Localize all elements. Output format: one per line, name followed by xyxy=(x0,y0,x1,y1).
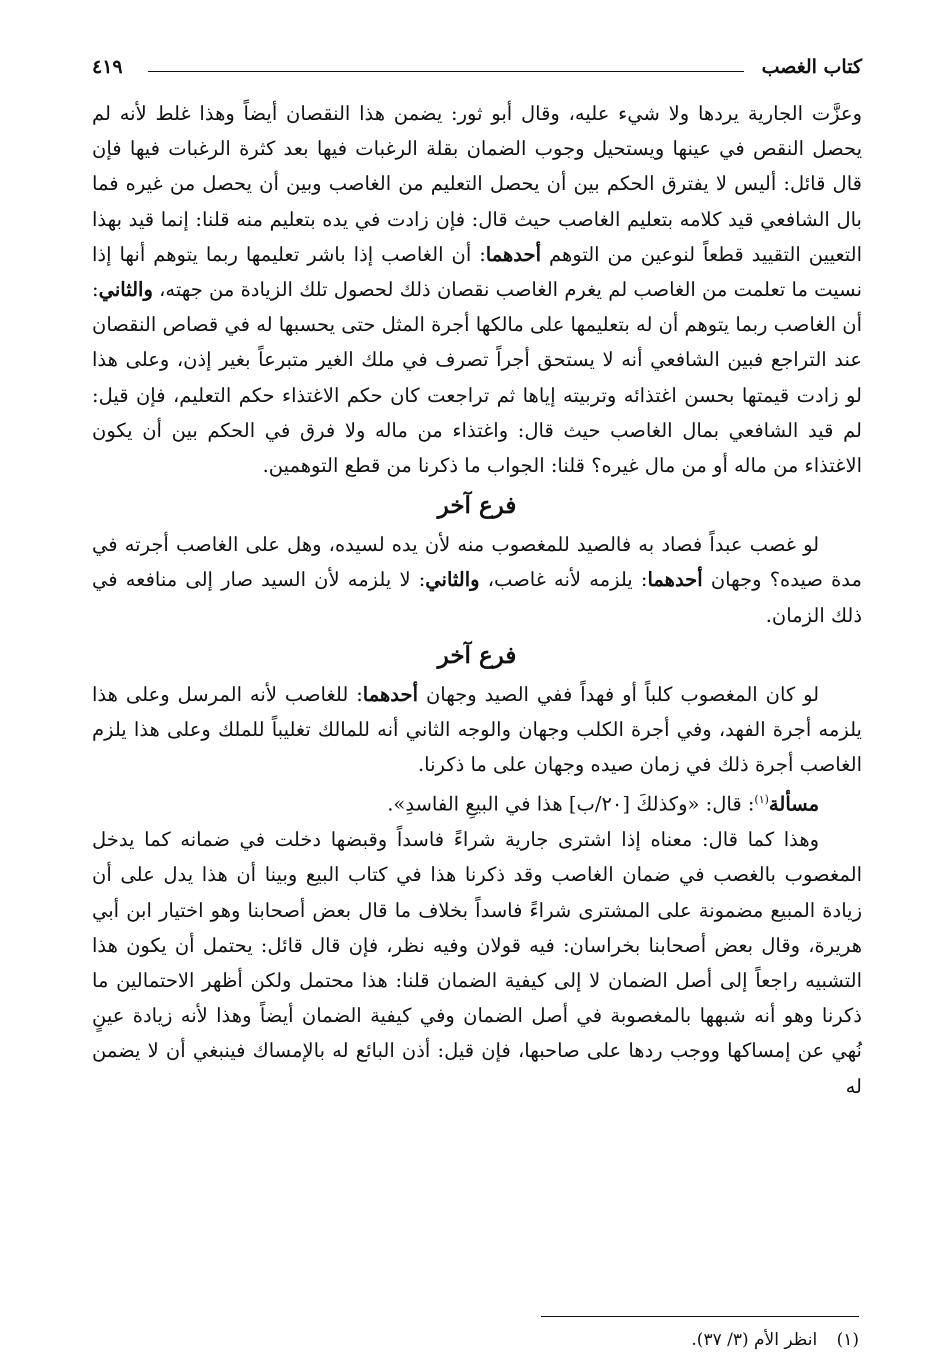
paragraph-3-text-b: : للغاصب لأنه المرسل وعلى هذا يلزمه أجرة الفهد، وفي أجرة الكلب وجهان والوجه الثاني أنه للمالك تغليباً للملك وعلى هذا يلزم الغاصب أجرة ذلك في زمان صيده وجهان على ما ذكرنا. xyxy=(92,682,862,777)
paragraph-2-bold-first: أحدهما xyxy=(647,568,703,592)
footnote-rule xyxy=(541,1316,859,1317)
header-rule xyxy=(148,71,744,72)
paragraph-2 xyxy=(92,527,862,633)
paragraph-1-bold-first: أحدهما xyxy=(485,242,542,266)
paragraph-2-text-a: لو غصب عبداً فصاد به فالصيد للمغصوب منه لأن يده لسيده، وهل على الغاصب أجرته في مدة صيده؟ وجهان xyxy=(92,533,862,592)
paragraph-3 xyxy=(92,677,862,783)
paragraph-2-text-c: : لا يلزمه لأن السيد صار إلى منافعه في ذلك الزمان. xyxy=(92,568,862,627)
footnote xyxy=(259,1326,859,1354)
paragraph-2-text-b: : يلزمه لأنه غاصب، xyxy=(487,568,648,592)
footnote-text: انظر الأم (٣/ ٣٧). xyxy=(691,1330,818,1350)
section-heading-2: فرع آخر xyxy=(437,641,517,669)
paragraph-2-bold-second: والثاني xyxy=(425,568,480,592)
main-text xyxy=(92,96,862,1104)
section-heading-1: فرع آخر xyxy=(437,492,517,520)
page-number: ٤١٩ xyxy=(92,56,123,78)
masala-label: مسألة xyxy=(768,792,820,816)
masala-line xyxy=(92,782,862,822)
header-title: كتاب الغصب xyxy=(761,56,862,78)
paragraph-3-bold-first: أحدهما xyxy=(362,682,419,706)
footnote-marker[interactable]: (١) xyxy=(754,793,769,807)
paragraph-1-text-c: : أن الغاصب ربما يتوهم أن له بتعليمها على مالكها أجرة المثل حتى يحسبها له في قصاص النقصان عند التراجع فبين الشافعي أنه لا يستحق أجراً تصرف في ملك الغير متبرعاً بغير إذن، وعلى هذا لو زادت قيمتها بحسن اغتذائه وتربيته إياها ثم تراجعت كان حكم الاغتذاء حكم التعليم، فإن قيل: لم قيد الشافعي بمال الغاصب حيث قال: واغتذاء من ماله ولا فرق في الحكم بين أن يكون الاغتذاء من ماله أو من مال غيره؟ قلنا: الجواب ما ذكرنا من قطع التوهمين. xyxy=(92,278,862,478)
paragraph-1-text-a: وعزَّت الجارية يردها ولا شيء عليه، وقال أبو ثور: يضمن هذا النقصان أيضاً وهذا غلط لأنه لم يحصل النقص في عينها ويستحيل وجوب الضمان بقلة الرغبات فيها بعد كثرة الرغبات فيها فإن قال قائل: أليس لا يفترق الحكم بين أن يحصل التعليم من الغاصب وبين أن يحصل من غيره فما بال الشافعي قيد كلامه بتعليم الغاصب حيث قال: فإن زادت في يده بتعليم منه قلنا: إنما قيد بهذا التعيين التقييد قطعاً لنوعين من التوهم xyxy=(92,102,862,266)
running-header xyxy=(92,48,862,88)
paragraph-1 xyxy=(92,96,862,483)
masala-text: : قال: «وكذلكَ [٢٠/ب] هذا في البيعِ الفاسدِ». xyxy=(387,792,755,816)
paragraph-4: وهذا كما قال: معناه إذا اشترى جارية شراءً فاسداً وقبضها دخلت في ضمانه كما يدخل المغصوب بالغصب في ضمان الغاصب وقد ذكرنا هذا في كتاب البيع وبينا أن هذا يدل على أن زيادة المبيع مضمونة على المشترى شراءً فاسداً بخلاف ما قال بعض أصحابنا وهو اختيار ابن أبي هريرة، وقال بعض أصحابنا بخراسان: فيه قولان وفيه نظر، فإن قال قائل: يحتمل أن يكون هذا التشبيه راجعاً إلى أصل الضمان لا إلى كيفية الضمان قلنا: هذا محتمل ولكن أظهر الاحتمالين ما ذكرنا وهو أنه شبهها بالمغصوبة في أصل الضمان وفي كيفية الضمان أيضاً وهذا لأنه زيادة عينٍ نُهي عن إمساكها ووجب ردها على صاحبها، فإن قيل: أذن البائع له بالإمساك فينبغي أن لا يضمن له xyxy=(92,828,862,1098)
paragraph-3-text-a: لو كان المغصوب كلباً أو فهداً ففي الصيد وجهان xyxy=(425,682,820,706)
footnote-number: (١) xyxy=(836,1330,859,1350)
paragraph-1-text-b: : أن الغاصب إذا باشر تعليمها ربما يتوهم أنها إذا نسيت ما تعلمت من الغاصب لم يغرم الغاصب نقصان ذلك لحصول تلك الزيادة من جهته، xyxy=(92,242,862,302)
paragraph-1-bold-second: والثاني xyxy=(98,278,153,302)
